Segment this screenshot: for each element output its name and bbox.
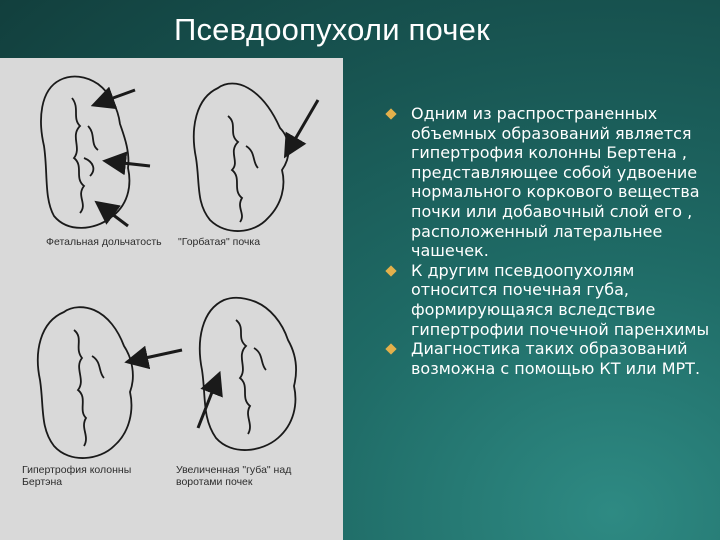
bullet-item bbox=[385, 261, 710, 339]
bullet-text: Одним из распространенных объемных образований является гипертрофия колонны Бертена , представляющее собой удвоение нормального коркового вещества почки или добавочный слой его , расположенный латеральнее чашечек. bbox=[411, 104, 700, 261]
kidney-fetal-lobulation bbox=[41, 77, 129, 228]
bullet-text: К другим псевдоопухолям относится почечная губа, формирующаяся вследствие гипертрофии почечной паренхимы bbox=[411, 260, 710, 339]
bullet-item bbox=[385, 339, 710, 378]
kidney-bertin-column bbox=[38, 307, 133, 458]
arrow-fetal-3 bbox=[104, 208, 128, 226]
caption-hilar-lip: Увеличенная "губа" над воротами почек bbox=[176, 464, 292, 488]
slide-title: Псевдоопухоли почек bbox=[174, 12, 490, 47]
caption-fetal-lobulation: Фетальная дольчатость bbox=[46, 236, 162, 248]
kidney-illustration bbox=[0, 58, 343, 540]
caption-dromedary-hump: "Горбатая" почка bbox=[178, 236, 261, 248]
bullet-text: Диагностика таких образований возможна с помощью КТ или МРТ. bbox=[411, 339, 701, 378]
arrow-bertin bbox=[136, 350, 182, 360]
kidney-dromedary-hump bbox=[194, 84, 289, 232]
bullet-list bbox=[385, 104, 710, 378]
diamond-bullet-icon bbox=[385, 108, 396, 119]
diamond-bullet-icon bbox=[385, 343, 396, 354]
arrow-hump bbox=[290, 100, 318, 148]
bullet-item bbox=[385, 104, 710, 261]
kidney-hilar-lip bbox=[200, 298, 296, 450]
caption-bertin-column: Гипертрофия колонны Бертэна bbox=[22, 464, 132, 488]
arrow-fetal-2 bbox=[114, 162, 150, 166]
arrow-lip bbox=[198, 382, 216, 428]
diamond-bullet-icon bbox=[385, 265, 396, 276]
